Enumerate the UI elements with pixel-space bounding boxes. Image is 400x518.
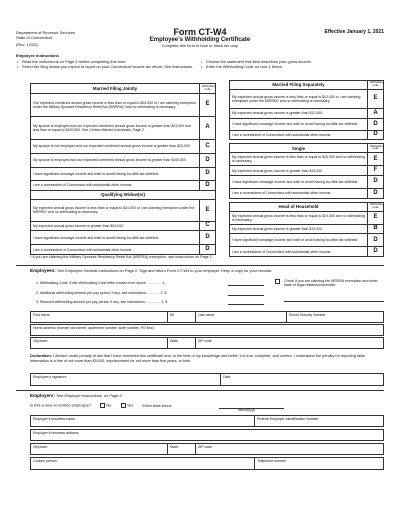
state-field[interactable] (168, 338, 196, 348)
msrra-state-input[interactable] (284, 301, 384, 302)
withholding-code: D (368, 247, 384, 257)
withholding-code: D (368, 130, 384, 140)
table-row-text: I have significant nonwage income and wish to avoid having too little tax withheld. (230, 118, 368, 130)
employer-city-label: City/town (33, 445, 48, 449)
instruction-item: • Choose the statement that best describes your gross income. (200, 60, 384, 65)
table-row-text: I have significant nonwage income and wish to avoid having too little tax withheld. (31, 168, 200, 181)
effective-date: Effective January 1, 2021 (324, 29, 384, 35)
instruction-item: • Enter the Withholding Code on Line 1 below. (200, 65, 384, 70)
table-title: Married Filing Jointly (31, 84, 200, 94)
date-field[interactable] (221, 374, 383, 385)
employee-section-header (30, 268, 384, 274)
city-field[interactable] (31, 338, 168, 348)
withholding-code: E (200, 94, 216, 117)
withholding-code: E (368, 90, 384, 109)
form-subtitle: Employee’s Withholding Certificate (149, 37, 251, 43)
date-label: Date (223, 375, 231, 379)
employee-section-subtitle: See Employee General Instructions on Page 2. Sign and return Form CT-W4 to your employer. Keep a copy for your records. (57, 268, 273, 273)
table-row-text: My expected annual gross income is greater than $19,000. (230, 224, 368, 234)
employee-city-row (30, 337, 384, 349)
revision: (Rev. 12/20) (16, 42, 38, 47)
withholding-code: D (200, 181, 216, 191)
code-header: Withholding Code (368, 81, 384, 90)
declaration-label: Declaration: (30, 354, 52, 358)
table-title: Qualifying Widow(er) (31, 190, 216, 199)
employer-state-field[interactable] (168, 444, 196, 454)
form-title: Form CT-W4 (173, 27, 227, 37)
signature-field[interactable] (31, 374, 221, 385)
dept-line1: Department of Revenue Services (16, 30, 75, 35)
employer-state-label: State (170, 445, 179, 449)
withholding-code: D (200, 231, 216, 245)
withholding-code: C (200, 140, 216, 154)
employer-zip-field[interactable] (196, 444, 383, 454)
table-row-text: I am a nonresident of Connecticut with substantial other income. (230, 247, 368, 257)
instructions-right (200, 60, 384, 70)
line2-label: 2. Additional withholding amount per pay period: If any, see instructions. ............ 2. $ (36, 291, 167, 295)
table-head-household (229, 202, 384, 257)
table-row-text: I am a nonresident of Connecticut with substantial other income. (230, 130, 368, 140)
withholding-code: D (368, 176, 384, 189)
withholding-code: E (368, 211, 384, 224)
table-row-text: My expected annual gross income is less than or equal to $19,000 and no withholding is necessary. (230, 211, 368, 224)
fein-field[interactable] (255, 416, 383, 426)
employer-city-field[interactable] (31, 444, 168, 454)
instruction-item: • Read the instructions on Page 2 before completing this form. (16, 60, 196, 65)
withholding-code: E (368, 153, 384, 166)
table-row-text: My expected annual gross income is greater than $15,000. (230, 166, 368, 176)
msrra-label: Check if you are claiming the MSRRA exemption and enter state of legal residence/domicile: (284, 279, 378, 288)
declaration-text: I declare under penalty of law that I have examined this certificate and, to the best of my knowledge and belief, it is true, complete, and correct. I understand the penalty for reporting false information is a fine of not more than $5,000, imprisonment for not more than five years, or both. (30, 354, 365, 363)
withholding-code: D (368, 118, 384, 130)
footnote: * If you are claiming the Military Spouses Residency Relief Act (MSRRA) exemption, see instructions on Page 2. (30, 255, 213, 259)
home-address-field[interactable] (30, 324, 384, 336)
form-note: Complete this form in blue or black ink only. (161, 42, 239, 48)
business-name-label: Employer’s business name (33, 417, 75, 421)
first-name-field[interactable] (31, 312, 168, 322)
city-label: City/town (33, 339, 48, 343)
withholding-code: A (368, 109, 384, 119)
table-row-text: My expected annual gross income is less than or equal to $15,000 and no withholding is necessary. (230, 153, 368, 166)
employer-name-row (30, 415, 384, 427)
withholding-code: F (368, 166, 384, 176)
withholding-code: D (368, 234, 384, 247)
code-header: Withholding Code (368, 144, 384, 153)
instructions-title: Employee Instructions (16, 53, 59, 58)
table-row-text: I have significant nonwage income and wish to avoid having too little tax withheld. (230, 234, 368, 247)
first-name-label: First name (33, 313, 50, 317)
line1-label: 1. Withholding Code: Enter Withholding Code letter chosen from above. .............. 1. (36, 281, 166, 285)
table-single (229, 143, 384, 198)
department-block (16, 30, 136, 47)
table-row-text: My expected annual gross income is less than or equal to $12,000 or I am claiming exemption under the MSRRA* and no withholding is necessary. (230, 90, 368, 109)
mi-field[interactable] (168, 312, 196, 322)
employee-name-row (30, 311, 384, 323)
withholding-code: D (200, 168, 216, 181)
table-married-separately (229, 80, 384, 257)
withholding-code: D (368, 189, 384, 199)
contact-person-label: Contact person (33, 459, 57, 463)
last-name-label: Last name (198, 313, 215, 317)
withholding-code: A (200, 117, 216, 140)
telephone-label: Telephone number (257, 459, 286, 463)
table-row-text: My spouse is not employed and our expected combined annual gross income is greater than $24,000. (31, 140, 200, 154)
withholding-code: B (368, 224, 384, 234)
employer-section-header (30, 393, 384, 399)
table-row-text: I have significant nonwage income and wish to avoid having too little tax withheld. (230, 176, 368, 189)
table-row-text: I have significant nonwage income and wish to avoid having too little tax withheld. (31, 231, 200, 245)
no-checkbox[interactable] (100, 403, 105, 408)
ssn-field[interactable] (287, 312, 383, 322)
table-row-text: Our expected combined annual gross income is less than or equal to $24,000 or I am claiming exemption under the Military Spouses Residency Relief Act (MSRRA)* and no withholding is necessary. (31, 94, 200, 117)
reduced-withholding-input[interactable] (228, 304, 264, 305)
withholding-code: D (200, 154, 216, 168)
table-row-text: I am a nonresident of Connecticut with substantial other income. (31, 181, 200, 191)
line3-label: 3. Reduced withholding amount per pay period: If any, see instructions. .............. 3. $ (36, 300, 168, 304)
fein-label: Federal Employer Identification Number (257, 417, 319, 421)
instruction-item: • Select the filing status you expect to report on your Connecticut income tax return. See instructions. (16, 65, 196, 70)
contact-person-field[interactable] (31, 458, 255, 469)
new-employee-question: Is this a new or rehired employee? (30, 402, 92, 408)
table-row-text: I am a nonresident of Connecticut with substantial other income. (31, 245, 200, 255)
table-row-text: My expected annual gross income is greater than $24,000. (31, 221, 200, 231)
state-label: State (170, 339, 179, 343)
signature-label: Employee’s signature (33, 375, 67, 379)
date-format-hint: mm/dd/yyyy (238, 408, 256, 412)
table-row-text: My expected annual gross income is greater than $12,000. (230, 109, 368, 119)
contact-row (30, 457, 384, 470)
business-name-field[interactable] (31, 416, 255, 426)
business-address-field[interactable] (30, 429, 384, 441)
table-row-text: My spouse is employed and our expected combined annual gross income is greater than $24,000 and less than or equal to $100,500. See Certain Married Individuals, Page 2. (31, 117, 200, 140)
yes-checkbox[interactable] (121, 403, 126, 408)
telephone-field[interactable] (255, 458, 383, 469)
msrra-block (275, 279, 384, 304)
employer-section-subtitle: See Employer Instructions, on Page 2. (56, 393, 123, 398)
last-name-field[interactable] (196, 312, 287, 322)
employee-section-title: Employees: (30, 268, 56, 273)
mi-label: MI (170, 313, 174, 317)
table-row-text: My expected annual gross income is less than or equal to $24,000 or I am claiming exemption under the MSRRA* and no withholding is necessary. (31, 199, 200, 221)
no-label: No (106, 402, 112, 408)
signature-row (30, 373, 384, 386)
table-title: Married Filing Separately (230, 81, 368, 90)
table-title: Head of Household (230, 202, 368, 211)
withholding-code: D (200, 245, 216, 255)
additional-withholding-input[interactable] (228, 295, 264, 296)
instructions-left (16, 60, 196, 70)
withholding-code-input[interactable] (228, 285, 264, 286)
yes-label: Yes (126, 402, 134, 408)
home-address-label: Home address (number and street, apartment number, suite number, PO Box) (33, 326, 154, 330)
employer-city-row (30, 443, 384, 455)
dept-line2: State of Connecticut (16, 35, 53, 40)
zip-label: ZIP code (198, 339, 212, 343)
new-employee-row (30, 403, 384, 413)
form-title-block (120, 28, 280, 48)
business-address-label: Employer’s business address (33, 431, 79, 435)
table-married-jointly (30, 83, 216, 255)
code-header: Withholding Code (200, 84, 216, 94)
withholding-code: C (200, 221, 216, 231)
ssn-label: Social Security Number (289, 313, 326, 317)
code-header: Withholding Code (368, 202, 384, 211)
table-title: Single (230, 144, 368, 153)
date-hired-label: Enter date hired: (142, 402, 172, 408)
zip-field[interactable] (196, 338, 383, 348)
employer-section-title: Employers: (30, 393, 56, 398)
msrra-checkbox[interactable] (275, 279, 280, 284)
withholding-code: E (200, 199, 216, 221)
table-row-text: My spouse is employed and our expected combined annual gross income is greater than $100,500. (31, 154, 200, 168)
employer-zip-label: ZIP code (198, 445, 212, 449)
table-row-text: I am a nonresident of Connecticut with substantial other income. (230, 189, 368, 199)
declaration (30, 354, 384, 363)
